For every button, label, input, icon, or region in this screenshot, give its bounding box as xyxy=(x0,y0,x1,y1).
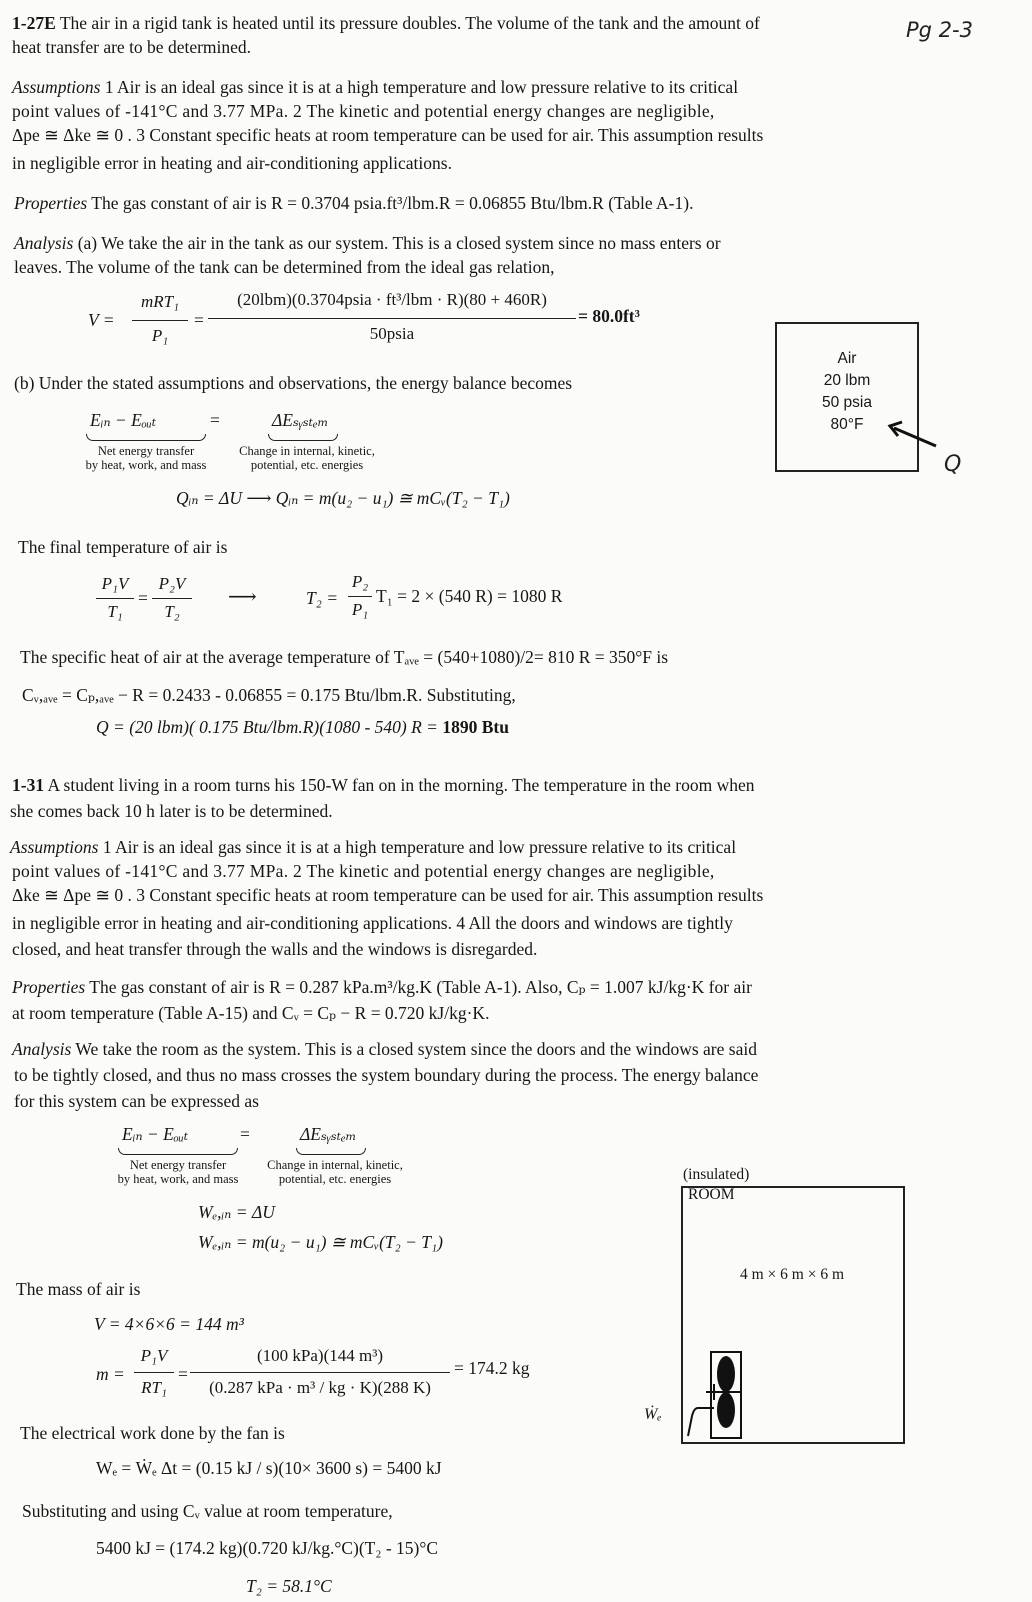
frac-den: T₂ xyxy=(164,602,180,621)
electric-work-label: Ẇₑ xyxy=(644,1406,662,1423)
assumptions-line: closed, and heat transfer through the walls and the windows is disregarded. xyxy=(12,939,538,959)
eq-t2-rest: T₁ = 2 × (540 R) = 1080 R xyxy=(376,586,563,606)
note-net-energy: Net energy transfer by heat, work, and mass xyxy=(117,1158,239,1186)
room-insulated-label: (insulated) xyxy=(683,1166,750,1183)
final-temperature: T₂ = 58.1°C xyxy=(246,1576,332,1596)
problem-title: 1-31 A student living in a room turns his 150-W fan on in the morning. The temperature in the room when xyxy=(12,775,755,795)
frac-den: RT₁ xyxy=(141,1378,167,1397)
subst-intro: Substituting and using Cᵥ value at room temperature, xyxy=(22,1501,393,1521)
fraction-bar xyxy=(132,320,188,321)
heat-arrow-icon xyxy=(880,420,940,450)
work-intro: The electrical work done by the fan is xyxy=(20,1423,285,1443)
fraction-bar xyxy=(208,318,576,319)
assumptions-line: Assumptions 1 Air is an ideal gas since it is at a high temperature and low pressure relative to its critical xyxy=(10,837,737,857)
q-line: Q = (20 lbm)( 0.175 Btu/lbm.R)(1080 - 540) R = 1890 Btu xyxy=(96,717,509,737)
eq-mass-lhs: m = xyxy=(96,1364,125,1384)
eq-mass-result: = 174.2 kg xyxy=(454,1358,530,1378)
frac-den: T₁ xyxy=(107,602,123,621)
eq-t2-lhs: T₂ = xyxy=(306,588,339,608)
assumptions-line: in negligible error in heating and air-conditioning applications. 4 All the doors and windows are tightly xyxy=(12,913,733,933)
eq-electrical-work: Wₑ = Ẇₑ Δt = (0.15 kJ / s)(10× 3600 s) = 5400 kJ xyxy=(96,1458,442,1478)
eq-sign: = xyxy=(138,588,148,608)
eq-sign: = xyxy=(178,1364,188,1384)
fraction-bar xyxy=(152,598,192,599)
underbrace xyxy=(268,434,338,441)
underbrace xyxy=(118,1148,238,1155)
eq-volume-result: = 80.0ft³ xyxy=(578,306,640,326)
eq-work-1: Wₑ,ᵢₙ = ΔU xyxy=(198,1202,275,1222)
eq-room-volume: V = 4×6×6 = 144 m³ xyxy=(94,1314,244,1334)
fraction-bar xyxy=(190,1372,450,1373)
eq-sign: = xyxy=(194,310,204,330)
frac-num: P₁V xyxy=(101,574,129,593)
frac-num: P₁V xyxy=(140,1346,168,1365)
part-b-intro: (b) Under the stated assumptions and observations, the energy balance becomes xyxy=(14,373,573,393)
eq-sign: = xyxy=(240,1124,250,1144)
problem-title: 1-27E The air in a rigid tank is heated until its pressure doubles. The volume of the tank and the amount of xyxy=(12,13,760,33)
properties-line: at room temperature (Table A-15) and Cᵥ = Cₚ − R = 0.720 kJ/kg·K. xyxy=(12,1003,490,1023)
assumptions-line: Assumptions 1 Air is an ideal gas since it is at a high temperature and low pressure relative to its critical xyxy=(12,77,739,97)
eq-volume-lhs: V = xyxy=(88,310,115,330)
eq-sign: = xyxy=(210,410,220,430)
final-temp-intro: The final temperature of air is xyxy=(18,537,228,557)
fan-icon xyxy=(684,1348,744,1442)
energy-system-change: ΔEₛᵧₛₜₑₘ xyxy=(300,1124,357,1144)
frac-num: mRT₁ xyxy=(140,292,180,311)
assumptions-line: in negligible error in heating and air-conditioning applications. xyxy=(12,153,452,173)
note-change-energy: Change in internal, kinetic, potential, etc. energies xyxy=(267,1158,403,1186)
note-net-energy: Net energy transfer by heat, work, and mass xyxy=(85,444,207,472)
problem-title-line2: she comes back 10 h later is to be determined. xyxy=(10,801,333,821)
cv-line: Cᵥ,ₐᵥₑ = Cₚ,ₐᵥₑ − R = 0.2433 - 0.06855 = 0.175 Btu/lbm.R. Substituting, xyxy=(22,685,516,705)
properties-line: Properties The gas constant of air is R = 0.287 kPa.m³/kg.K (Table A-1). Also, Cₚ = 1.007 kJ/kg·K for air xyxy=(12,977,752,997)
frac-num: (100 kPa)(144 m³) xyxy=(257,1346,383,1365)
frac-den: P₁ xyxy=(351,600,369,619)
eq-heat: Qᵢₙ = ΔU ⟶ Qᵢₙ = m(u₂ − u₁) ≅ mCᵥ(T₂ − T₁) xyxy=(176,488,510,508)
analysis-line: for this system can be expressed as xyxy=(14,1091,259,1111)
page-mark: Pg 2-3 xyxy=(906,18,973,42)
eq-substitution: 5400 kJ = (174.2 kg)(0.720 kJ/kg.°C)(T₂ - 15)°C xyxy=(96,1538,439,1558)
frac-den: 50psia xyxy=(369,324,415,343)
cv-intro: The specific heat of air at the average temperature of Tₐᵥₑ = (540+1080)/2= 810 R = 350°F is xyxy=(20,647,669,667)
arrow: ⟶ xyxy=(228,586,257,608)
frac-den: P₁ xyxy=(151,326,169,345)
energy-in-out: Eᵢₙ − Eₒᵤₜ xyxy=(122,1124,189,1144)
assumptions-line: point values of -141°C and 3.77 MPa. 2 The kinetic and potential energy changes are negligible, xyxy=(12,861,715,881)
analysis-line: Analysis (a) We take the air in the tank as our system. This is a closed system since no mass enters or xyxy=(14,233,721,253)
analysis-line: to be tightly closed, and thus no mass crosses the system boundary during the process. The energy balance xyxy=(14,1065,759,1085)
eq-work-2: Wₑ,ᵢₙ = m(u₂ − u₁) ≅ mCᵥ(T₂ − T₁) xyxy=(198,1232,443,1252)
underbrace xyxy=(86,434,206,441)
analysis-line: leaves. The volume of the tank can be determined from the ideal gas relation, xyxy=(14,257,555,277)
frac-num: P₂ xyxy=(351,572,369,591)
note-change-energy: Change in internal, kinetic, potential, etc. energies xyxy=(239,444,375,472)
assumptions-line: point values of -141°C and 3.77 MPa. 2 The kinetic and potential energy changes are negligible, xyxy=(12,101,715,121)
problem-title-line2: heat transfer are to be determined. xyxy=(12,37,252,57)
heat-label: Q xyxy=(944,452,962,477)
fraction-bar xyxy=(96,598,134,599)
frac-num: P₂V xyxy=(158,574,186,593)
mass-intro: The mass of air is xyxy=(16,1279,141,1299)
room-dimensions: 4 m × 6 m × 6 m xyxy=(740,1266,845,1283)
assumptions-line: Δpe ≅ Δke ≅ 0 . 3 Constant specific heats at room temperature can be used for air. This assumption results xyxy=(12,125,764,145)
fraction-bar xyxy=(134,1372,174,1373)
underbrace xyxy=(296,1148,366,1155)
energy-system-change: ΔEₛᵧₛₜₑₘ xyxy=(272,410,329,430)
properties-line: Properties The gas constant of air is R = 0.3704 psia.ft³/lbm.R = 0.06855 Btu/lbm.R (Table A-1). xyxy=(14,193,694,213)
tank-labels: Air 20 lbm 50 psia 80°F xyxy=(822,350,872,433)
frac-num: (20lbm)(0.3704psia · ft³/lbm · R)(80 + 460R) xyxy=(237,290,547,309)
assumptions-line: Δke ≅ Δpe ≅ 0 . 3 Constant specific heats at room temperature can be used for air. This assumption results xyxy=(12,885,764,905)
fraction-bar xyxy=(348,596,372,597)
frac-den: (0.287 kPa · m³ / kg · K)(288 K) xyxy=(209,1378,431,1397)
energy-in-out: Eᵢₙ − Eₒᵤₜ xyxy=(90,410,157,430)
analysis-line: Analysis We take the room as the system. This is a closed system since the doors and the windows are said xyxy=(12,1039,757,1059)
room-label: ROOM xyxy=(688,1186,735,1203)
